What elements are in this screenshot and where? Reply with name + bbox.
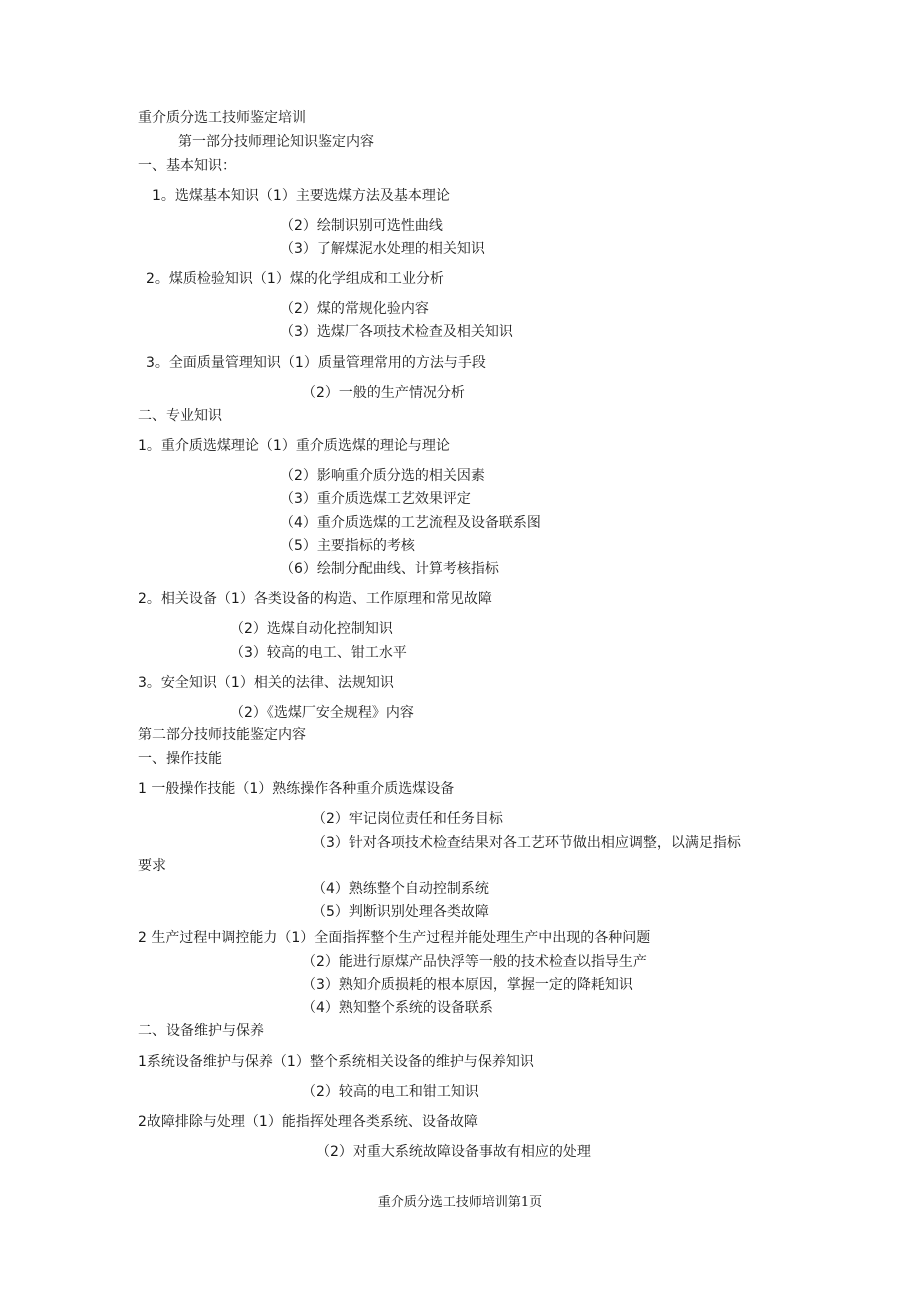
list-item: 2。相关设备（1）各类设备的构造、工作原理和常见故障 (138, 591, 492, 607)
list-item: （4）重介质选煤的工艺流程及设备联系图 (280, 515, 541, 531)
list-item: 1。重介质选煤理论（1）重介质选煤的理论与理论 (138, 438, 450, 454)
list-item: 2 生产过程中调控能力（1）全面指挥整个生产过程并能处理生产中出现的各种问题 (138, 930, 651, 946)
list-item: 2。煤质检验知识（1）煤的化学组成和工业分析 (146, 271, 444, 287)
list-item: （2）绘制识别可选性曲线 (280, 218, 443, 234)
list-item: （2）一般的生产情况分析 (302, 385, 465, 401)
section-heading: 一、基本知识： (138, 158, 236, 174)
list-item: （4）熟知整个系统的设备联系 (302, 1000, 493, 1016)
list-item: （4）熟练整个自动控制系统 (312, 881, 489, 897)
list-item: （5）主要指标的考核 (280, 538, 415, 554)
list-item: 2故障排除与处理（1）能指挥处理各类系统、设备故障 (138, 1114, 478, 1130)
list-item-continuation: 要求 (138, 858, 166, 874)
document-title: 重介质分选工技师鉴定培训 (138, 110, 306, 126)
list-item: （2）对重大系统故障设备事故有相应的处理 (316, 1144, 591, 1160)
list-item: （6）绘制分配曲线、计算考核指标 (280, 561, 499, 577)
section-heading: 二、设备维护与保养 (138, 1023, 264, 1039)
list-item: （3）重介质选煤工艺效果评定 (280, 491, 471, 507)
list-item: （2）较高的电工和钳工知识 (302, 1084, 479, 1100)
list-item: （2）煤的常规化验内容 (280, 301, 429, 317)
list-item: （2）能进行原煤产品快浮等一般的技术检查以指导生产 (302, 954, 647, 970)
page-footer: 重介质分选工技师培训第1页 (377, 1195, 543, 1210)
list-item: （2）选煤自动化控制知识 (230, 621, 393, 637)
list-item: （3）针对各项技术检查结果对各工艺环节做出相应调整，以满足指标 (312, 835, 741, 851)
list-item: （3）选煤厂各项技术检查及相关知识 (280, 324, 513, 340)
list-item: 1。选煤基本知识（1）主要选煤方法及基本理论 (152, 188, 450, 204)
list-item: 3。全面质量管理知识（1）质量管理常用的方法与手段 (146, 355, 486, 371)
list-item: 3。安全知识（1）相关的法律、法规知识 (138, 675, 394, 691)
part2-title: 第二部分技师技能鉴定内容 (138, 727, 306, 743)
list-item: （3）熟知介质损耗的根本原因，掌握一定的降耗知识 (302, 977, 633, 993)
list-item: （5）判断识别处理各类故障 (312, 904, 489, 920)
part1-title: 第一部分技师理论知识鉴定内容 (178, 134, 374, 150)
list-item: （3）了解煤泥水处理的相关知识 (280, 241, 485, 257)
list-item: 1系统设备维护与保养（1）整个系统相关设备的维护与保养知识 (138, 1054, 534, 1070)
list-item: （2）《选煤厂安全规程》内容 (230, 705, 414, 721)
section-heading: 二、专业知识 (138, 408, 222, 424)
section-heading: 一、操作技能 (138, 751, 222, 767)
list-item: 1 一般操作技能（1）熟练操作各种重介质选煤设备 (138, 781, 455, 797)
list-item: （2）影响重介质分选的相关因素 (280, 468, 485, 484)
list-item: （3）较高的电工、钳工水平 (230, 645, 407, 661)
list-item: （2）牢记岗位责任和任务目标 (312, 811, 503, 827)
